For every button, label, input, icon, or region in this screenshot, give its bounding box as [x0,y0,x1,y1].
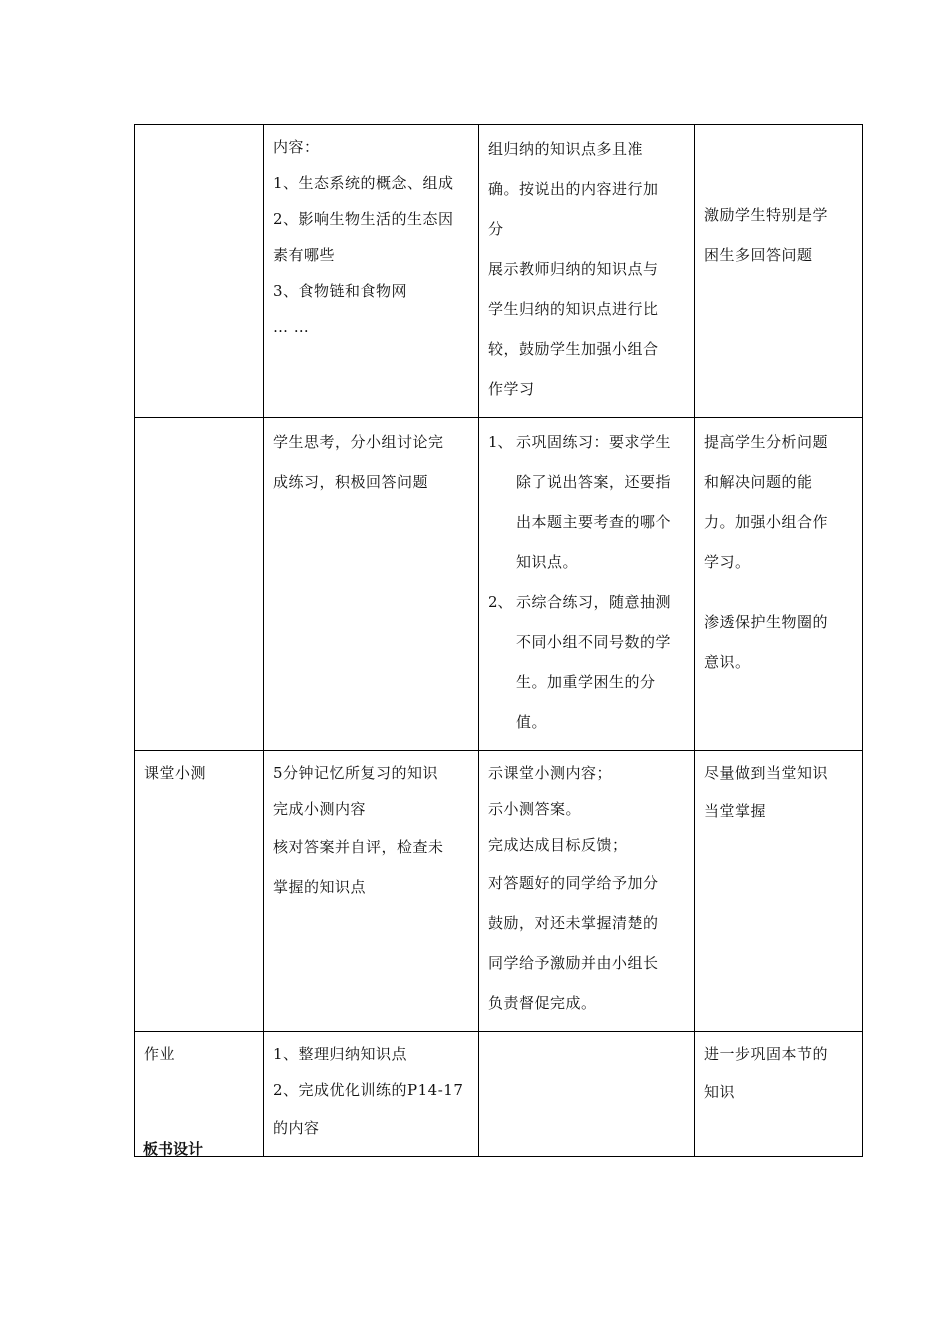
text-line: 示课堂小测内容； [488,764,613,782]
table-row [135,751,863,1032]
text-line: 核对答案并自评，检查未 [273,838,444,856]
stage-cell [135,125,264,418]
text-line: 力。加强小组合作 [704,513,829,531]
text-line: 组归纳的知识点多且准 [488,140,644,158]
intent-cell [695,418,863,751]
lesson-plan-table [134,124,863,1157]
board-design-heading: 板书设计 [143,1140,204,1158]
text-line: 示综合练习，随意抽测 [516,593,672,611]
text-line: 确。按说出的内容进行加 [488,180,659,198]
teacher-activity-cell [479,1032,695,1157]
text-line: 作学习 [488,380,535,398]
text-line: 2、影响生物生活的生态因 [273,210,454,228]
text-line: 知识点。 [516,553,579,571]
text-line: 生。加重学困生的分 [516,673,656,691]
text-line: 的内容 [273,1119,320,1137]
text-line: 不同小组不同号数的学 [516,633,672,651]
text-line: 掌握的知识点 [273,878,367,896]
text-line: 学生思考，分小组讨论完 [273,433,444,451]
text-line: … … [273,318,310,336]
table-row [135,125,863,418]
text-line: 学生归纳的知识点进行比 [488,300,659,318]
text-line: 知识 [704,1083,736,1101]
text-line: 进一步巩固本节的 [704,1045,829,1063]
text-line: 分 [488,220,504,238]
text-line: 意识。 [704,653,751,671]
text-line: 内容： [273,138,320,156]
text-line: 当堂掌握 [704,802,767,820]
text-line: 素有哪些 [273,246,336,264]
text-line: 出本题主要考查的哪个 [516,513,672,531]
list-item [488,422,686,582]
student-activity-cell [264,125,479,418]
text-line: 5分钟记忆所复习的知识 [273,764,439,782]
intent-cell [695,125,863,418]
text-line: 渗透保护生物圈的 [704,613,829,631]
text-line: 示小测答案。 [488,800,582,818]
text-line: 较，鼓励学生加强小组合 [488,340,659,358]
text-line: 激励学生特别是学 [704,206,829,224]
text-line: 完成小测内容 [273,800,367,818]
stage-cell [135,751,264,1032]
text-line: 和解决问题的能 [704,473,813,491]
student-activity-cell [264,418,479,751]
text-line: 值。 [516,713,548,731]
intent-cell [695,751,863,1032]
text-line: 展示教师归纳的知识点与 [488,260,659,278]
text-line: 成练习，积极回答问题 [273,473,429,491]
list-number: 2、 [488,593,513,611]
text-line: 对答题好的同学给予加分 [488,874,659,892]
stage-label: 课堂小测 [144,764,207,782]
table-row [135,418,863,751]
text-line: 2、完成优化训练的P14-17 [273,1081,464,1099]
text-line: 鼓励，对还未掌握清楚的 [488,914,659,932]
text-line: 示巩固练习：要求学生 [516,433,672,451]
student-activity-cell [264,1032,479,1157]
teacher-activity-cell [479,125,695,418]
text-line: 1、生态系统的概念、组成 [273,174,454,192]
text-line: 学习。 [704,553,751,571]
text-line: 1、整理归纳知识点 [273,1045,408,1063]
text-line: 提高学生分析问题 [704,433,829,451]
student-activity-cell [264,751,479,1032]
text-line: 尽量做到当堂知识 [704,764,829,782]
text-line: 完成达成目标反馈； [488,836,628,854]
table-row [135,1032,863,1157]
stage-cell [135,418,264,751]
teacher-activity-cell [479,418,695,751]
intent-cell [695,1032,863,1157]
text-line: 同学给予激励并由小组长 [488,954,659,972]
list-item [488,582,686,742]
text-line: 3、食物链和食物网 [273,282,408,300]
text-line: 除了说出答案，还要指 [516,473,672,491]
list-number: 1、 [488,433,513,451]
stage-label: 作业 [144,1045,176,1063]
text-line: 负责督促完成。 [488,994,597,1012]
teacher-activity-cell [479,751,695,1032]
text-line: 困生多回答问题 [704,246,813,264]
